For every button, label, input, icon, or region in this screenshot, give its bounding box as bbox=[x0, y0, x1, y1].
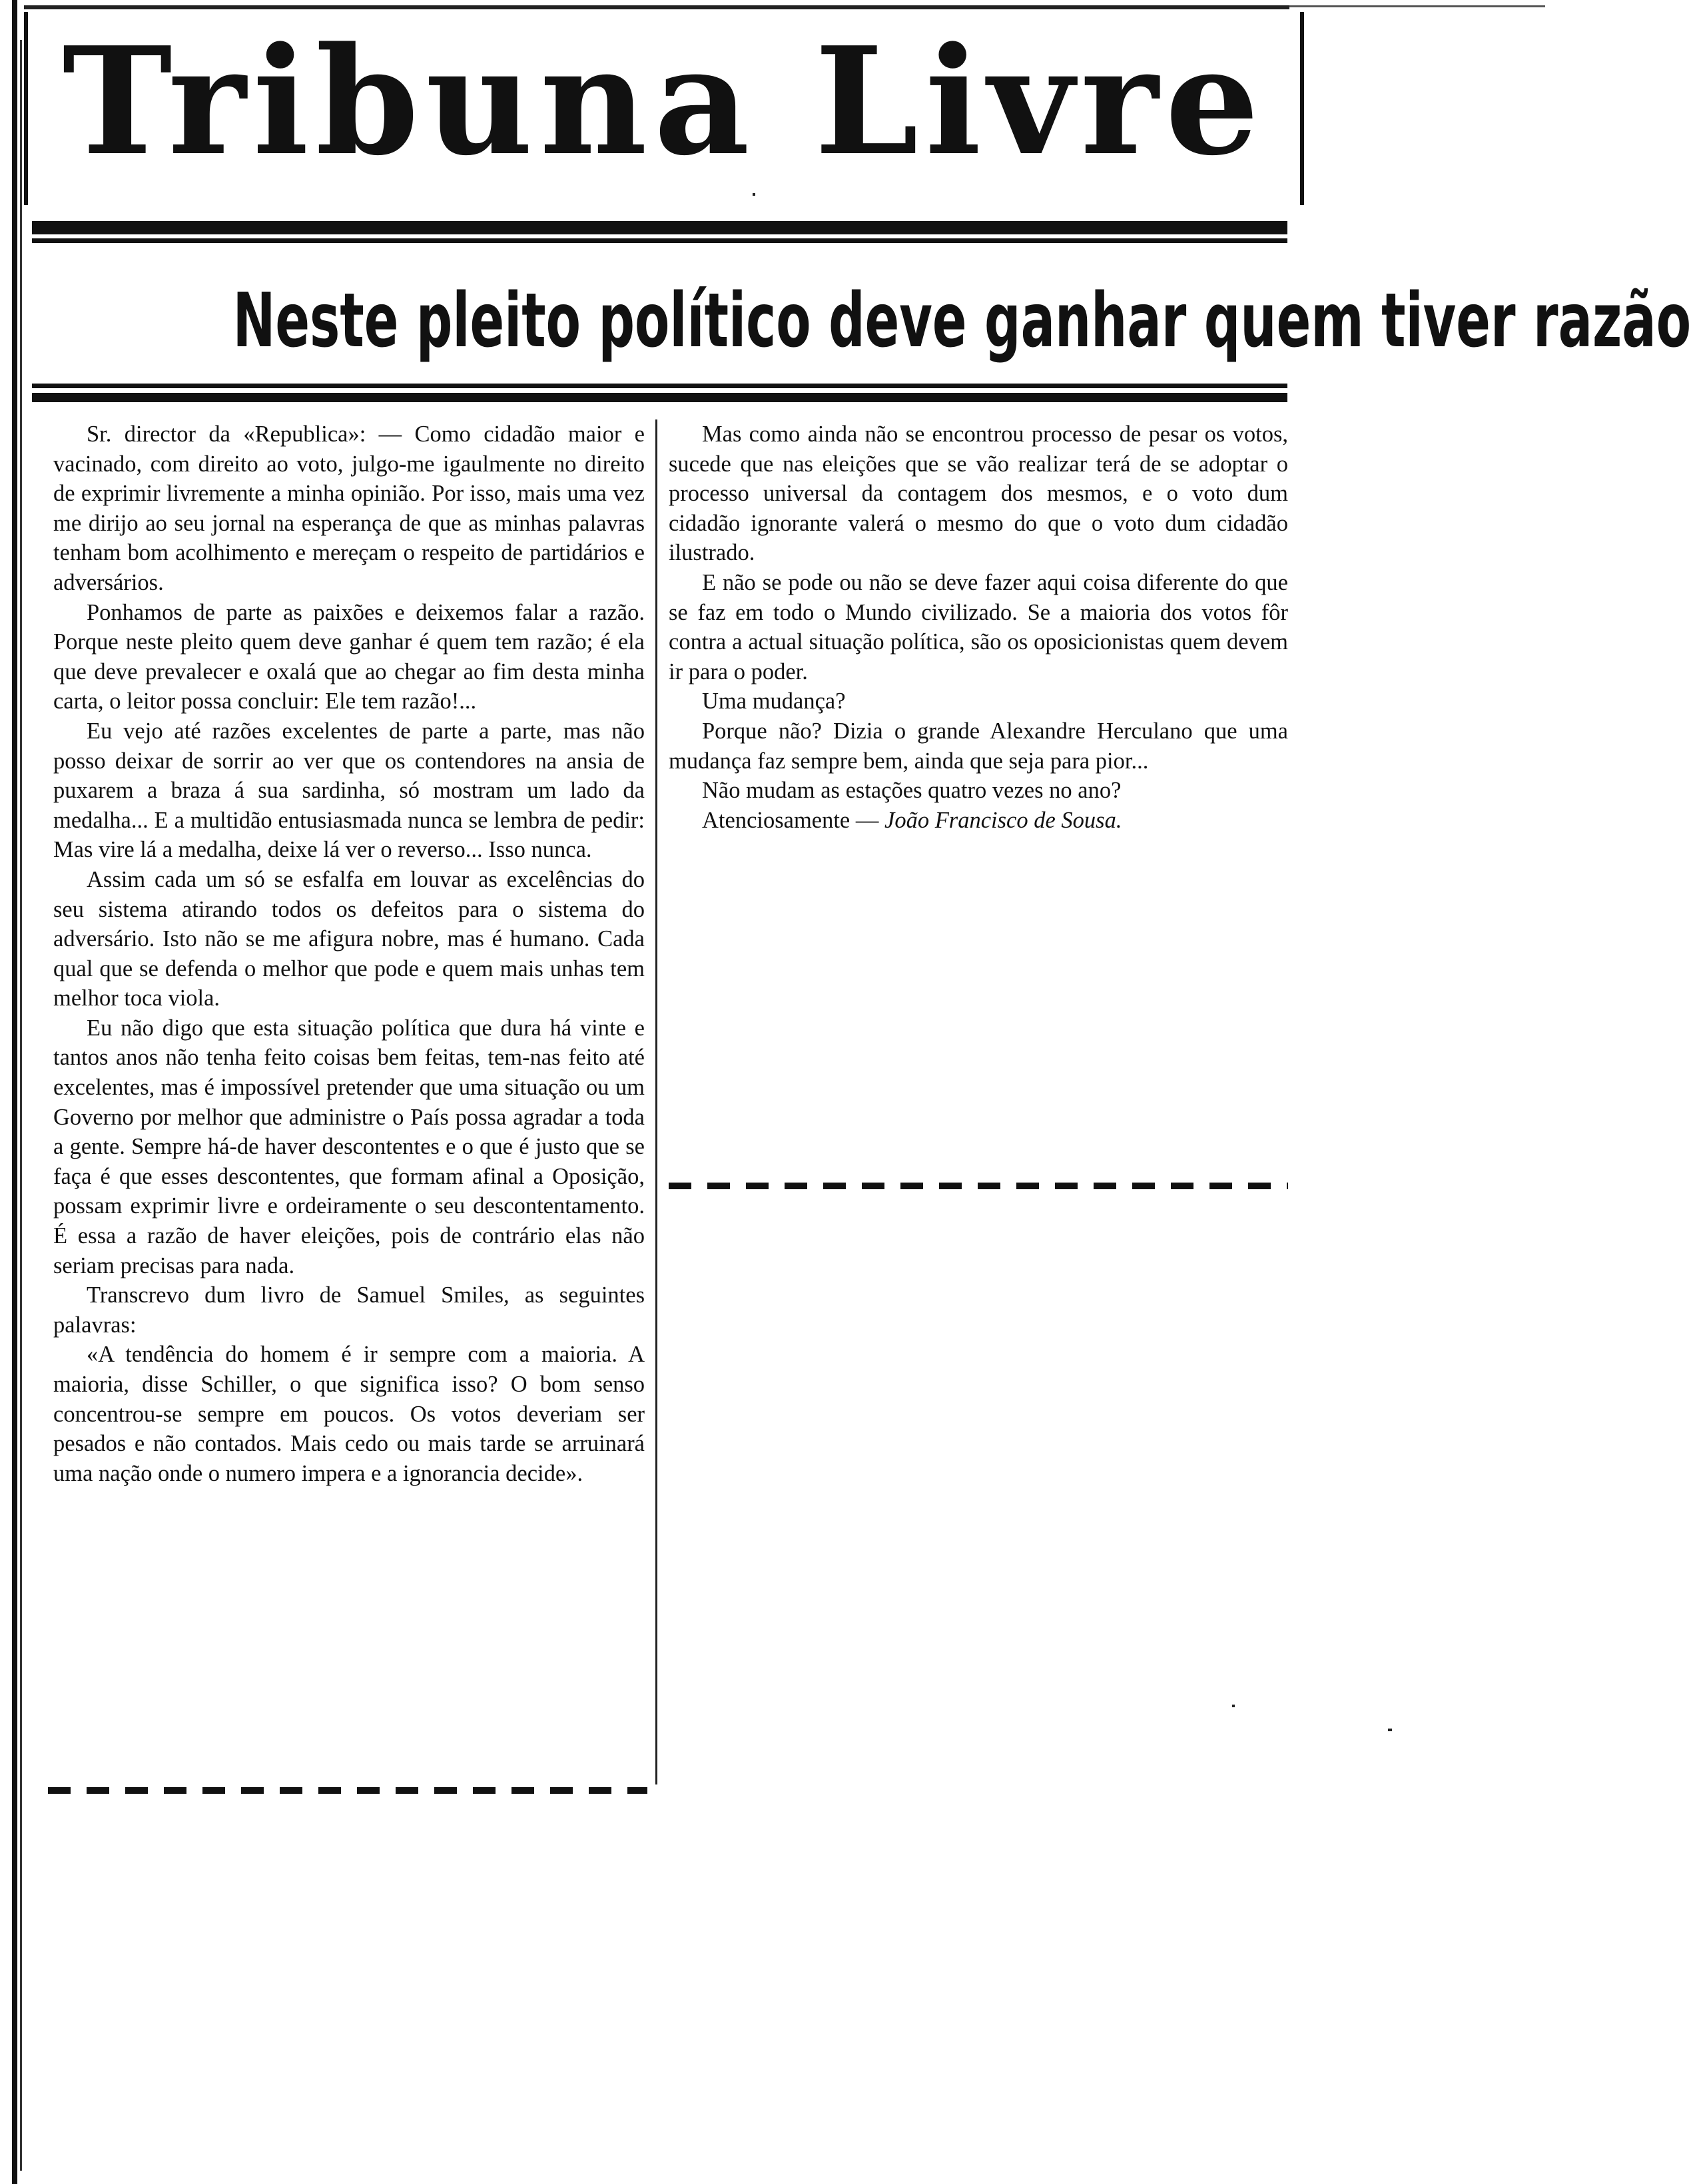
article-paragraph: Ponhamos de parte as paixões e deixemos falar a razão. Porque neste pleito quem deve ganhar é quem tem razão; é ela que deve prevalecer e oxalá que ao chegar ao fim desta minha carta, o leitor possa concluir: Ele tem razão!... bbox=[53, 599, 645, 714]
article-paragraph: Não mudam as estações quatro vezes no ano? bbox=[702, 778, 1122, 804]
masthead-rule-bottom bbox=[32, 238, 1287, 243]
article-paragraph: Assim cada um só se esfalfa em louvar as excelências do seu sistema atirando todos os defeitos para o sistema do adversário. Isto não se me afigura nobre, mas é humano. Cada qual que se defenda o melhor que pode e quem mais unhas tem melhor toca viola. bbox=[53, 866, 645, 1011]
masthead-title: Tribuna Livre bbox=[62, 15, 1266, 188]
headline-rule-top bbox=[32, 384, 1287, 388]
article-column-right bbox=[669, 419, 1288, 835]
article-paragraph: E não se pode ou não se deve fazer aqui coisa diferente do que se faz em todo o Mundo civilizado. Se a maioria dos votos fôr contra a actual situação política, são os oposicionistas quem devem ir para o poder. bbox=[669, 569, 1288, 684]
masthead bbox=[24, 12, 1304, 205]
article-paragraph: Eu não digo que esta situação política que dura há vinte e tantos anos não tenha feito coisas bem feitas, tem-nas feito até excelentes, mas é impossível pretender que uma situação ou um Governo por melhor que administre o País possa agradar a toda a gente. Sempre há-de haver descontentes e o que é justo que se faça é que esses descontentes, que formam afinal a Oposição, possam exprimir livre e ordeiramente o seu descontentamento. É essa a razão de haver eleições, pois de contrário elas não seriam precisas para nada. bbox=[53, 1015, 645, 1278]
print-speck bbox=[1388, 1729, 1392, 1731]
page-left-edge bbox=[12, 0, 17, 2184]
headline-rule-bottom bbox=[32, 393, 1287, 402]
article-headline: Neste pleito político deve ganhar quem tiver razão bbox=[232, 278, 1691, 364]
signature-closing: Atenciosamente — bbox=[702, 807, 879, 833]
masthead-rule-top bbox=[32, 221, 1287, 234]
article-column-left bbox=[53, 419, 645, 1488]
article-paragraph: Mas como ainda não se encontrou processo de pesar os votos, sucede que nas eleições que se vão realizar terá de se adoptar o processo universal da contagem dos mesmos, e o voto dum cidadão ignorante valerá o mesmo do que o voto dum cidadão ilustrado. bbox=[669, 421, 1288, 566]
article-paragraph: Transcrevo dum livro de Samuel Smiles, as seguintes palavras: bbox=[53, 1282, 645, 1338]
page-top-border-extension bbox=[1289, 5, 1545, 7]
page-top-border bbox=[24, 5, 1289, 9]
column-end-ornament-left bbox=[48, 1787, 647, 1794]
article-paragraph: Porque não? Dizia o grande Alexandre Herculano que uma mudança faz sempre bem, ainda que seja para pior... bbox=[669, 718, 1288, 774]
article-quotation: «A tendência do homem é ir sempre com a maioria. A maioria, disse Schiller, o que significa isso? O bom senso concentrou-se sempre em poucos. Os votos deveriam ser pesados e não contados. Mais cedo ou mais tarde se arruinará uma nação onde o numero impera e a ignorancia decide». bbox=[53, 1342, 645, 1486]
article-paragraph: Uma mudança? bbox=[702, 688, 846, 714]
column-divider bbox=[655, 419, 657, 1784]
article-paragraph: Sr. director da «Republica»: — Como cidadão maior e vacinado, com direito ao voto, julgo-me igaulmente no direito de exprimir livremente a minha opinião. Por isso, mais uma vez me dirijo ao seu jornal na esperança de que as minhas palavras tenham bom acolhimento e mereçam o respeito de partidários e adversários. bbox=[53, 421, 645, 595]
page-left-inner-edge bbox=[20, 40, 22, 2171]
article-paragraph: Eu vejo até razões excelentes de parte a parte, mas não posso deixar de sorrir ao ver que os contendores na ansia de puxarem a braza á sua sardinha, só mostram um lado da medalha... E a multidão entusiasmada nunca se lembra de pedir: Mas vire lá a medalha, deixe lá ver o reverso... Isso nunca. bbox=[53, 718, 645, 863]
signature-author: João Francisco de Sousa. bbox=[884, 807, 1122, 833]
print-speck bbox=[1232, 1705, 1235, 1707]
column-end-ornament-right bbox=[669, 1183, 1288, 1189]
article-signature bbox=[669, 806, 1288, 836]
print-speck bbox=[753, 193, 755, 196]
